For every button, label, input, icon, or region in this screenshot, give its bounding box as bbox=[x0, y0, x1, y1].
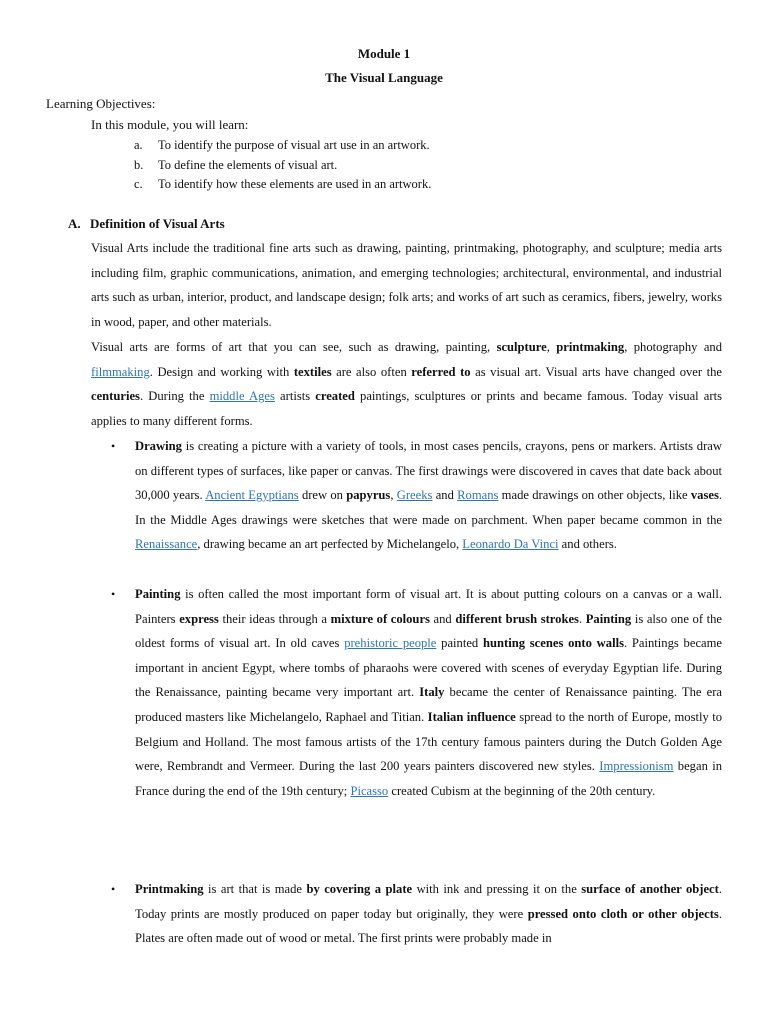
learning-objectives-heading: Learning Objectives: bbox=[46, 96, 156, 111]
section-a-marker: A. bbox=[68, 216, 81, 231]
bold-term: textiles bbox=[293, 364, 332, 379]
bullet-printmaking bbox=[111, 877, 722, 951]
bold-term: Italian influence bbox=[427, 709, 516, 724]
visual-arts-paragraph: Visual arts are forms of art that you can see, such as drawing, painting, sculpture, printmaking, photography and filmmaking. Design and working with textiles are also often referred to as visual art. Visual arts have changed over the centuries. During the middle Ages artists created paintings, sculptures or prints and became famous. Today visual arts applies to many different forms. bbox=[91, 340, 723, 428]
bullet-painting bbox=[111, 582, 722, 803]
bold-term: surface of another object bbox=[581, 882, 719, 896]
bold-term: vases bbox=[690, 488, 719, 503]
objective-item bbox=[134, 175, 431, 195]
definition-paragraph: Visual Arts include the traditional fine arts such as drawing, painting, printmaking, photography, and sculpture; media arts including film, graphic communications, animation, and emerging technologies; architectural, environmental, and industrial arts such as urban, interior, product, and landscape design; folk arts; and works of art such as ceramics, fibers, jewelry, works in wood, paper, and other materials. bbox=[91, 241, 722, 329]
bullet-text: Printmaking is art that is made by covering a plate with ink and pressing it on the surface of another object. Today prints are mostly produced on paper today but originally, they were pressed onto cloth or other objects. Plates are often made out of wood or metal. The first prints were probably made in bbox=[135, 882, 722, 946]
objective-item bbox=[134, 136, 431, 156]
link-prehistoric-people[interactable]: prehistoric people bbox=[344, 636, 437, 651]
objectives-list bbox=[134, 136, 431, 195]
objective-item bbox=[134, 156, 431, 176]
module-title: The Visual Language bbox=[325, 70, 443, 85]
bullet-text: Drawing is creating a picture with a variety of tools, in most cases pencils, crayons, pens or markers. Artists draw on different types of surfaces, like paper or canvas. The first drawings were discovered in caves that date back about 30,000 years. Ancient Egyptians drew on papyrus, Greeks and Romans made drawings on other objects, like vases. In the Middle Ages drawings were sketches that were made on parchment. When paper became common in the Renaissance, drawing became an art perfected by Michelangelo, Leonardo Da Vinci and others. bbox=[135, 439, 723, 552]
bold-term: mixture of colours bbox=[330, 611, 430, 626]
bold-term: created bbox=[315, 389, 355, 404]
link-leonardo-da-vinci[interactable]: Leonardo Da Vinci bbox=[462, 537, 559, 552]
bold-term: Italy bbox=[419, 685, 445, 700]
link-impressionism[interactable]: Impressionism bbox=[599, 759, 674, 774]
bold-term: express bbox=[179, 611, 219, 626]
objective-marker: c. bbox=[134, 177, 143, 191]
bold-term: Drawing bbox=[135, 439, 182, 453]
bold-term: sculpture bbox=[496, 340, 547, 354]
bold-term: papyrus bbox=[346, 488, 391, 503]
link-greeks[interactable]: Greeks bbox=[396, 488, 433, 503]
objective-marker: a. bbox=[134, 138, 143, 152]
bullet-text: Painting is often called the most important form of visual art. It is about putting colours on a canvas or a wall. Painters express their ideas through a mixture of colours and different brush strokes. Painting is also one of the oldest forms of visual art. In old caves prehistoric people painted hunting scenes onto walls. Paintings became important in ancient Egypt, where tombs of pharaohs were covered with scenes of everyday Egyptian life. During the Renaissance, painting became very important art. Italy became the center of Renaissance painting. The era produced masters like Michelangelo, Raphael and Titian. Italian influence spread to the north of Europe, mostly to Belgium and Holland. The most famous artists of the 17th century famous painters during the Dutch Golden Age were, Rembrandt and Vermeer. During the last 200 years painters discovered new styles. Impressionism began in France during the end of the 19th century; Picasso created Cubism at the beginning of the 20th century. bbox=[135, 587, 723, 798]
module-number: Module 1 bbox=[357, 46, 411, 61]
bold-term: hunting scenes onto walls bbox=[483, 636, 624, 651]
objective-text: To identify the purpose of visual art use in an artwork. bbox=[158, 138, 430, 152]
bold-term: Printmaking bbox=[135, 882, 204, 896]
bold-term: Painting bbox=[135, 587, 181, 601]
bullet-dot: • bbox=[111, 882, 116, 896]
section-a-title: Definition of Visual Arts bbox=[90, 216, 225, 231]
section-a-heading bbox=[68, 216, 225, 232]
bold-term: referred to bbox=[411, 364, 471, 379]
bullet-drawing bbox=[111, 434, 722, 557]
link-renaissance[interactable]: Renaissance bbox=[135, 537, 198, 552]
bold-term: pressed onto cloth or other objects bbox=[527, 906, 719, 921]
bullet-dot: • bbox=[111, 587, 116, 601]
objective-text: To define the elements of visual art. bbox=[158, 157, 338, 172]
link-filmmaking[interactable]: filmmaking bbox=[91, 364, 150, 379]
bold-term: centuries bbox=[91, 389, 140, 404]
link-picasso[interactable]: Picasso bbox=[350, 783, 389, 798]
bold-term: by covering a plate bbox=[306, 882, 413, 896]
link-romans[interactable]: Romans bbox=[457, 488, 499, 503]
bullet-dot: • bbox=[111, 439, 116, 453]
objective-text: To identify how these elements are used in an artwork. bbox=[158, 177, 432, 191]
objectives-intro: In this module, you will learn: bbox=[91, 117, 249, 132]
bold-term: Painting bbox=[585, 611, 632, 626]
link-middle-ages[interactable]: middle Ages bbox=[209, 389, 275, 404]
bold-term: printmaking bbox=[556, 340, 625, 354]
objective-marker: b. bbox=[134, 157, 144, 172]
link-ancient-egyptians[interactable]: Ancient Egyptians bbox=[205, 488, 299, 503]
bold-term: different brush strokes bbox=[455, 611, 579, 626]
